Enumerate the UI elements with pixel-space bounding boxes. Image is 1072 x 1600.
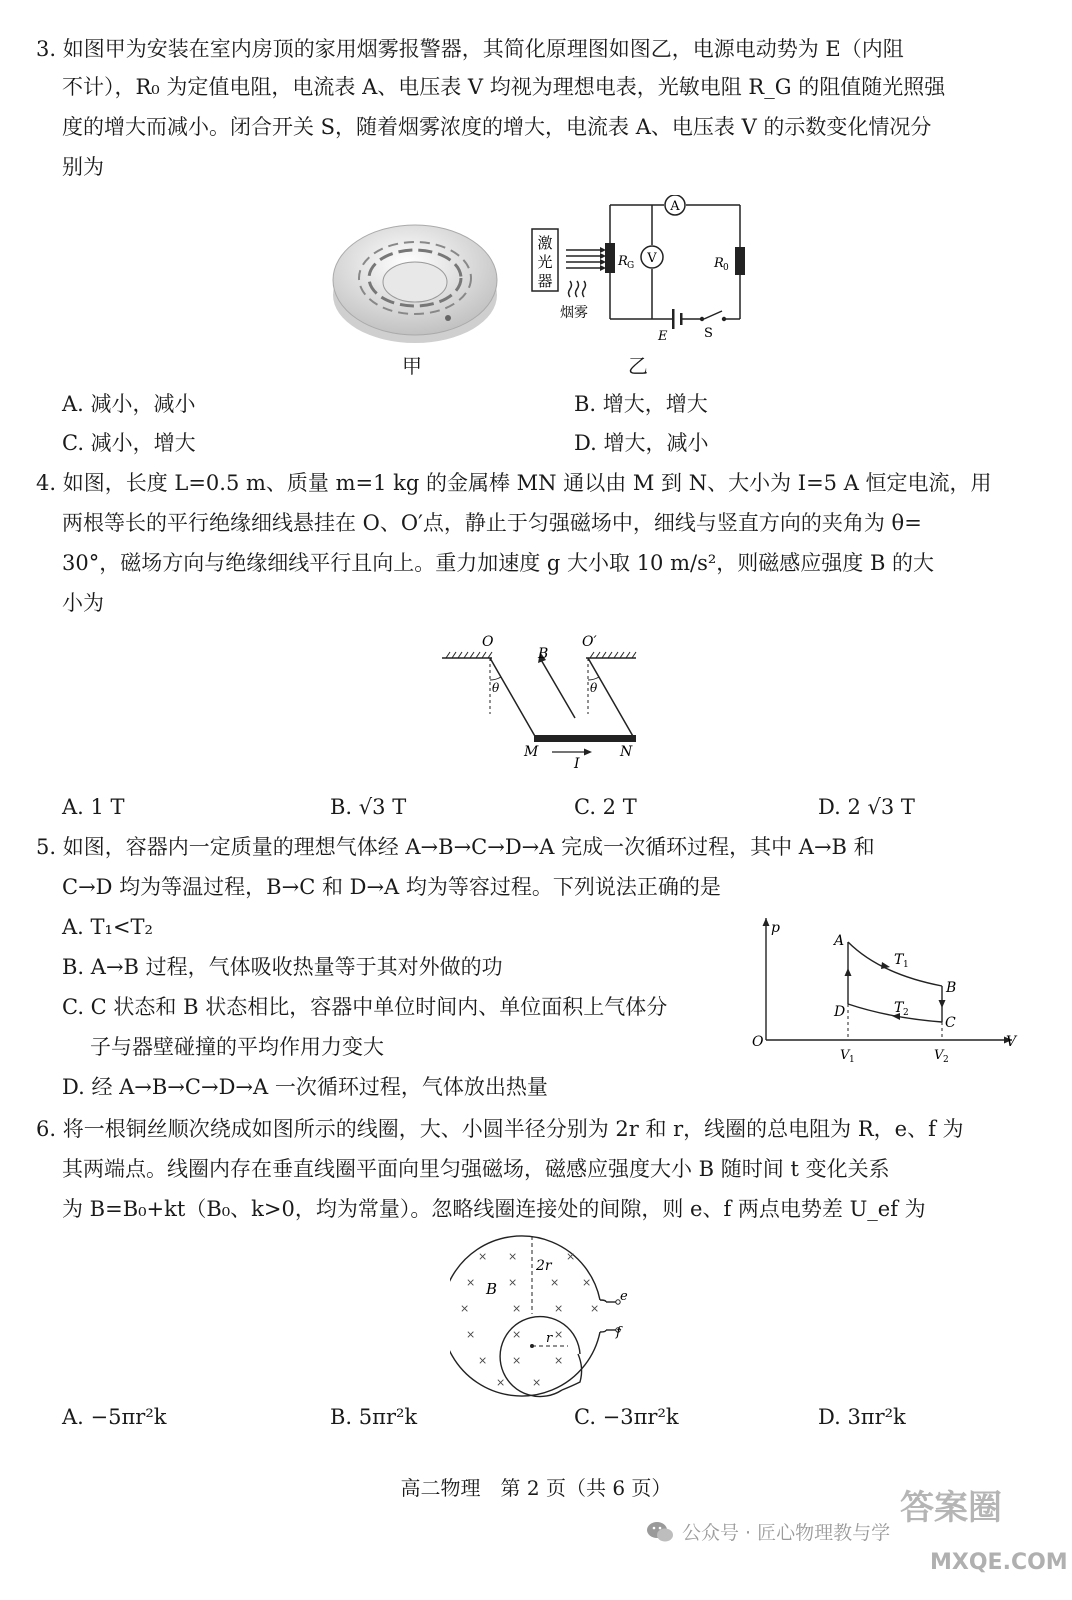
field-cross: × bbox=[478, 1250, 488, 1263]
q4-option-b[interactable]: B. √3 T bbox=[330, 795, 407, 819]
q5-option-d[interactable]: D. 经 A→B→C→D→A 一次循环过程，气体放出热量 bbox=[62, 1075, 548, 1099]
field-cross: × bbox=[466, 1276, 476, 1289]
coil-diagram bbox=[450, 1234, 640, 1400]
point-o-label: O bbox=[482, 634, 494, 650]
q4-option-d[interactable]: D. 2 √3 T bbox=[818, 795, 915, 819]
tick-v2-label: V bbox=[934, 1048, 944, 1063]
q3-option-b[interactable]: B. 增大，增大 bbox=[574, 392, 708, 416]
field-cross: × bbox=[532, 1376, 542, 1389]
wechat-icon bbox=[646, 1520, 674, 1544]
switch-label: S bbox=[704, 326, 713, 341]
q3-option-a[interactable]: A. 减小，减小 bbox=[62, 392, 196, 416]
field-cross: × bbox=[512, 1328, 522, 1341]
field-cross: × bbox=[566, 1250, 576, 1263]
q3-line-3: 度的增大而减小。闭合开关 S，随着烟雾浓度的增大，电流表 A、电压表 V 的示数变化情况分 bbox=[62, 115, 932, 139]
q6-line-1: 6. 将一根铜丝顺次绕成如图所示的线圈，大、小圆半径分别为 2r 和 r，线圈的总电阻为 R，e、f 为 bbox=[36, 1117, 964, 1141]
q5-line-1: 5. 如图，容器内一定质量的理想气体经 A→B→C→D→A 完成一次循环过程，其中 A→B 和 bbox=[36, 835, 875, 859]
q6-option-d[interactable]: D. 3πr²k bbox=[818, 1405, 906, 1429]
smoke-alarm-circuit bbox=[530, 195, 750, 350]
laser-label-1: 激 bbox=[537, 234, 553, 252]
radius-r-label: r bbox=[546, 1331, 553, 1346]
tick-v2-sub: 2 bbox=[943, 1055, 949, 1065]
ammeter-label: A bbox=[670, 199, 680, 214]
origin-label: O bbox=[752, 1034, 764, 1050]
q6-option-a[interactable]: A. −5πr²k bbox=[62, 1405, 167, 1429]
wechat-account-text: 公众号 · 匠心物理教与学 bbox=[682, 1522, 891, 1544]
rg-sub: G bbox=[627, 261, 635, 271]
q6-line-2: 其两端点。线圈内存在垂直线圈平面向里匀强磁场，磁感应强度大小 B 随时间 t 变化关系 bbox=[62, 1157, 890, 1181]
state-d-label: D bbox=[834, 1004, 846, 1020]
field-b-label: B bbox=[538, 646, 549, 662]
q3-line-1: 3. 如图甲为安装在室内房顶的家用烟雾报警器，其简化原理图如图乙，电源电动势为 E（内阻 bbox=[36, 37, 904, 61]
field-cross: × bbox=[554, 1354, 564, 1367]
q6-line-3: 为 B=B₀+kt（B₀、k>0，均为常量）。忽略线圈连接处的间隙，则 e、f 两点电势差 U_ef 为 bbox=[62, 1197, 926, 1221]
q6-option-c[interactable]: C. −3πr²k bbox=[574, 1405, 679, 1429]
state-c-label: C bbox=[945, 1015, 956, 1031]
field-cross: × bbox=[508, 1250, 518, 1263]
r0-sub: 0 bbox=[723, 263, 729, 273]
current-i-label: I bbox=[574, 756, 580, 768]
field-cross: × bbox=[478, 1354, 488, 1367]
voltmeter-label: V bbox=[647, 251, 657, 266]
page-footer: 高二物理 第 2 页（共 6 页） bbox=[400, 1476, 672, 1500]
q5-option-c[interactable]: C. C 状态和 B 状态相比，容器中单位时间内、单位面积上气体分 bbox=[62, 995, 668, 1019]
r0-label: R bbox=[714, 256, 724, 271]
point-o-prime-label: O′ bbox=[582, 634, 597, 650]
q3-option-c[interactable]: C. 减小，增大 bbox=[62, 431, 196, 455]
q3-option-d[interactable]: D. 增大，减小 bbox=[574, 431, 709, 455]
wechat-watermark bbox=[646, 1518, 890, 1545]
q5-option-a[interactable]: A. T₁<T₂ bbox=[62, 915, 153, 939]
field-b-label-coil: B bbox=[486, 1280, 498, 1298]
field-cross: × bbox=[590, 1302, 600, 1315]
theta-label-right: θ bbox=[590, 681, 598, 695]
q4-option-c[interactable]: C. 2 T bbox=[574, 795, 637, 819]
smoke-label: 烟雾 bbox=[560, 305, 588, 321]
end-m-label: M bbox=[524, 744, 539, 760]
pv-cycle-graph bbox=[750, 912, 1020, 1067]
fig-a-caption: 甲 bbox=[402, 354, 422, 378]
q5-option-c-cont[interactable]: 子与器壁碰撞的平均作用力变大 bbox=[90, 1035, 384, 1059]
field-cross: × bbox=[508, 1276, 518, 1289]
terminal-e-label: e bbox=[620, 1289, 628, 1304]
q4-line-2: 两根等长的平行绝缘细线悬挂在 O、O′点，静止于匀强磁场中，细线与竖直方向的夹角为 θ= bbox=[62, 511, 922, 535]
field-cross: × bbox=[460, 1302, 470, 1315]
field-cross: × bbox=[496, 1376, 506, 1389]
field-cross: × bbox=[512, 1354, 522, 1367]
field-cross: × bbox=[554, 1328, 564, 1341]
emf-label: E bbox=[658, 329, 668, 344]
axis-p-label: p bbox=[771, 920, 780, 936]
terminal-f-label: f bbox=[616, 1325, 621, 1340]
theta-label-left: θ bbox=[492, 681, 500, 695]
q3-line-4: 别为 bbox=[62, 155, 104, 179]
laser-label-3: 器 bbox=[537, 272, 553, 290]
answer-circle-watermark: 答案圈 bbox=[900, 1488, 1002, 1528]
state-a-label: A bbox=[834, 933, 845, 949]
q5-line-2: C→D 均为等温过程，B→C 和 D→A 均为等容过程。下列说法正确的是 bbox=[62, 875, 721, 899]
field-cross: × bbox=[554, 1302, 564, 1315]
smoke-detector-image bbox=[330, 200, 500, 350]
radius-2r-label: 2r bbox=[536, 1258, 552, 1274]
laser-label-2: 光 bbox=[537, 253, 553, 271]
site-watermark: MXQE.COM bbox=[930, 1550, 1068, 1575]
q4-line-4: 小为 bbox=[62, 591, 104, 615]
isotherm-t1-label: T bbox=[894, 952, 904, 968]
field-cross: × bbox=[512, 1302, 522, 1315]
q3-line-2: 不计），R₀ 为定值电阻，电流表 A、电压表 V 均视为理想电表，光敏电阻 R_G 的阻值随光照强 bbox=[62, 75, 946, 99]
fig-b-caption: 乙 bbox=[628, 354, 648, 378]
q4-option-a[interactable]: A. 1 T bbox=[62, 795, 125, 819]
field-cross: × bbox=[582, 1276, 592, 1289]
tick-v1-label: V bbox=[840, 1048, 850, 1063]
q4-line-1: 4. 如图，长度 L=0.5 m、质量 m=1 kg 的金属棒 MN 通以由 M 到 N、大小为 I=5 A 恒定电流，用 bbox=[36, 471, 992, 495]
isotherm-t1-sub: 1 bbox=[903, 960, 909, 970]
hanging-rod-diagram bbox=[440, 628, 640, 768]
field-cross: × bbox=[466, 1328, 476, 1341]
axis-v-label: V bbox=[1006, 1034, 1017, 1050]
end-n-label: N bbox=[620, 744, 633, 760]
isotherm-t2-label: T bbox=[894, 1000, 904, 1016]
q4-line-3: 30°，磁场方向与绝缘细线平行且向上。重力加速度 g 大小取 10 m/s²，则磁感应强度 B 的大 bbox=[62, 551, 935, 575]
q5-option-b[interactable]: B. A→B 过程，气体吸收热量等于其对外做的功 bbox=[62, 955, 503, 979]
field-cross: × bbox=[550, 1276, 560, 1289]
tick-v1-sub: 1 bbox=[849, 1055, 855, 1065]
q6-option-b[interactable]: B. 5πr²k bbox=[330, 1405, 418, 1429]
isotherm-t2-sub: 2 bbox=[903, 1008, 909, 1018]
state-b-label: B bbox=[946, 980, 957, 996]
rg-label: R bbox=[618, 254, 628, 269]
